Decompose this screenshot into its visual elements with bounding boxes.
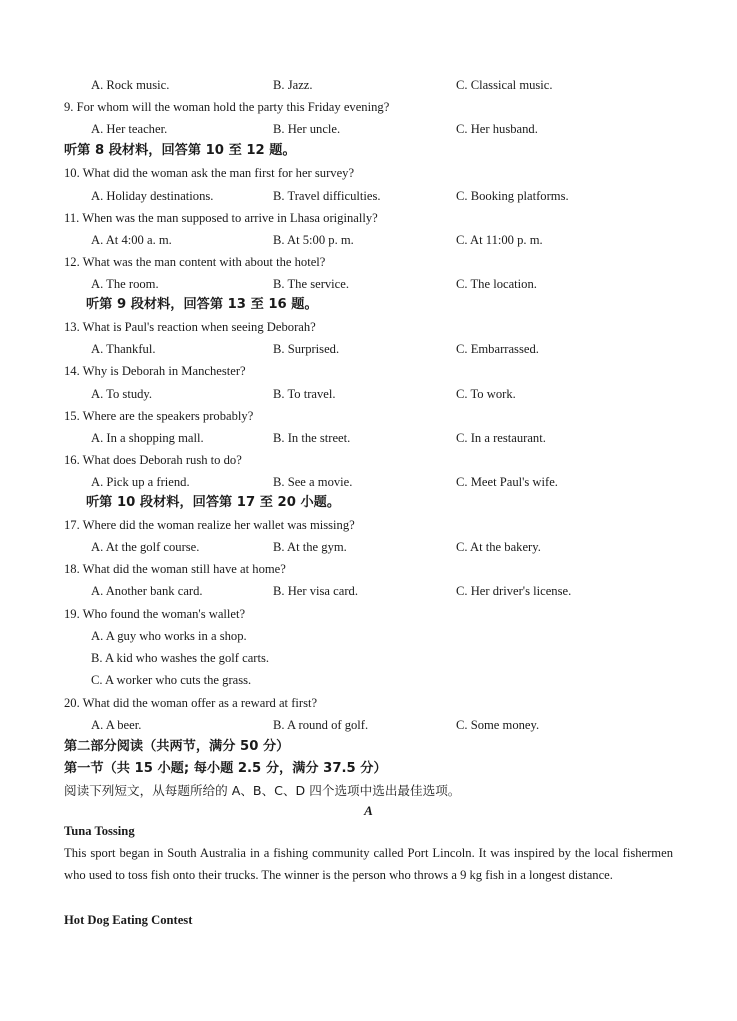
hot-dog-contest-title: Hot Dog Eating Contest — [64, 913, 193, 927]
q11-option-b: B. At 5:00 p. m. — [273, 233, 354, 247]
q18-option-c: C. Her driver's license. — [456, 584, 572, 598]
q17-option-c: C. At the bakery. — [456, 540, 541, 554]
q11-stem: 11. When was the man supposed to arrive in Lhasa originally? — [64, 211, 378, 225]
q20-option-c: C. Some money. — [456, 718, 540, 732]
q13-option-c: C. Embarrassed. — [456, 342, 539, 356]
q8-option-a: A. Rock music. — [91, 78, 170, 92]
q8-option-c: C. Classical music. — [456, 78, 553, 92]
part2-title: 第二部分阅读（共两节，满分 50 分） — [64, 739, 290, 754]
q16-option-c: C. Meet Paul's wife. — [456, 475, 558, 489]
q19-stem: 19. Who found the woman's wallet? — [64, 607, 246, 621]
q17-option-b: B. At the gym. — [273, 540, 347, 554]
q14-option-a: A. To study. — [91, 387, 153, 401]
q17-option-a: A. At the golf course. — [91, 540, 200, 554]
q18-option-b: B. Her visa card. — [273, 584, 358, 598]
reading-instructions: 阅读下列短文，从每题所给的 A、B、C、D 四个选项中选出最佳选项。 — [64, 783, 461, 798]
q19-option-a: A. A guy who works in a shop. — [91, 629, 247, 643]
section1-title: 第一节（共 15 小题; 每小题 2.5 分，满分 37.5 分） — [64, 761, 387, 776]
q20-option-b: B. A round of golf. — [273, 718, 369, 732]
q9-option-a: A. Her teacher. — [91, 122, 168, 136]
q12-option-b: B. The service. — [273, 277, 350, 291]
section-heading-8: 听第 8 段材料，回答第 10 至 12 题。 — [64, 143, 296, 158]
q11-option-a: A. At 4:00 a. m. — [91, 233, 172, 247]
q15-option-b: B. In the street. — [273, 431, 351, 445]
q9-option-b: B. Her uncle. — [273, 122, 341, 136]
tuna-tossing-title: Tuna Tossing — [64, 824, 135, 838]
q13-stem: 13. What is Paul's reaction when seeing Deborah? — [64, 320, 316, 334]
q8-option-b: B. Jazz. — [273, 78, 313, 92]
q17-stem: 17. Where did the woman realize her wallet was missing? — [64, 518, 355, 532]
section-heading-9: 听第 9 段材料，回答第 13 至 16 题。 — [86, 297, 318, 312]
q14-option-c: C. To work. — [456, 387, 516, 401]
q10-option-a: A. Holiday destinations. — [91, 189, 214, 203]
q19-option-b: B. A kid who washes the golf carts. — [91, 651, 270, 665]
q10-option-b: B. Travel difficulties. — [273, 189, 381, 203]
q19-option-c: C. A worker who cuts the grass. — [91, 673, 252, 687]
q20-stem: 20. What did the woman offer as a reward at first? — [64, 696, 318, 710]
q14-option-b: B. To travel. — [273, 387, 336, 401]
q12-option-a: A. The room. — [91, 277, 159, 291]
q16-stem: 16. What does Deborah rush to do? — [64, 453, 242, 467]
q9-option-c: C. Her husband. — [456, 122, 538, 136]
q10-option-c: C. Booking platforms. — [456, 189, 569, 203]
q15-option-c: C. In a restaurant. — [456, 431, 546, 445]
q10-stem: 10. What did the woman ask the man first for her survey? — [64, 166, 355, 180]
q18-option-a: A. Another bank card. — [91, 584, 203, 598]
q9-stem: 9. For whom will the woman hold the party this Friday evening? — [64, 100, 390, 114]
tuna-tossing-paragraph: This sport began in South Australia in a fishing community called Port Lincoln. It was inspired by the local fishermen who used to toss fish onto their trucks. The winner is the person who throws a 9 kg fish in a longest distance. — [64, 846, 673, 882]
passage-label: A — [364, 803, 373, 818]
q15-option-a: A. In a shopping mall. — [91, 431, 204, 445]
q16-option-a: A. Pick up a friend. — [91, 475, 190, 489]
q16-option-b: B. See a movie. — [273, 475, 353, 489]
q18-stem: 18. What did the woman still have at home? — [64, 562, 286, 576]
q13-option-b: B. Surprised. — [273, 342, 340, 356]
q15-stem: 15. Where are the speakers probably? — [64, 409, 254, 423]
q14-stem: 14. Why is Deborah in Manchester? — [64, 364, 246, 378]
q12-option-c: C. The location. — [456, 277, 537, 291]
q13-option-a: A. Thankful. — [91, 342, 156, 356]
q12-stem: 12. What was the man content with about the hotel? — [64, 255, 326, 269]
q11-option-c: C. At 11:00 p. m. — [456, 233, 543, 247]
q20-option-a: A. A beer. — [91, 718, 142, 732]
section-heading-10: 听第 10 段材料，回答第 17 至 20 小题。 — [86, 495, 341, 510]
